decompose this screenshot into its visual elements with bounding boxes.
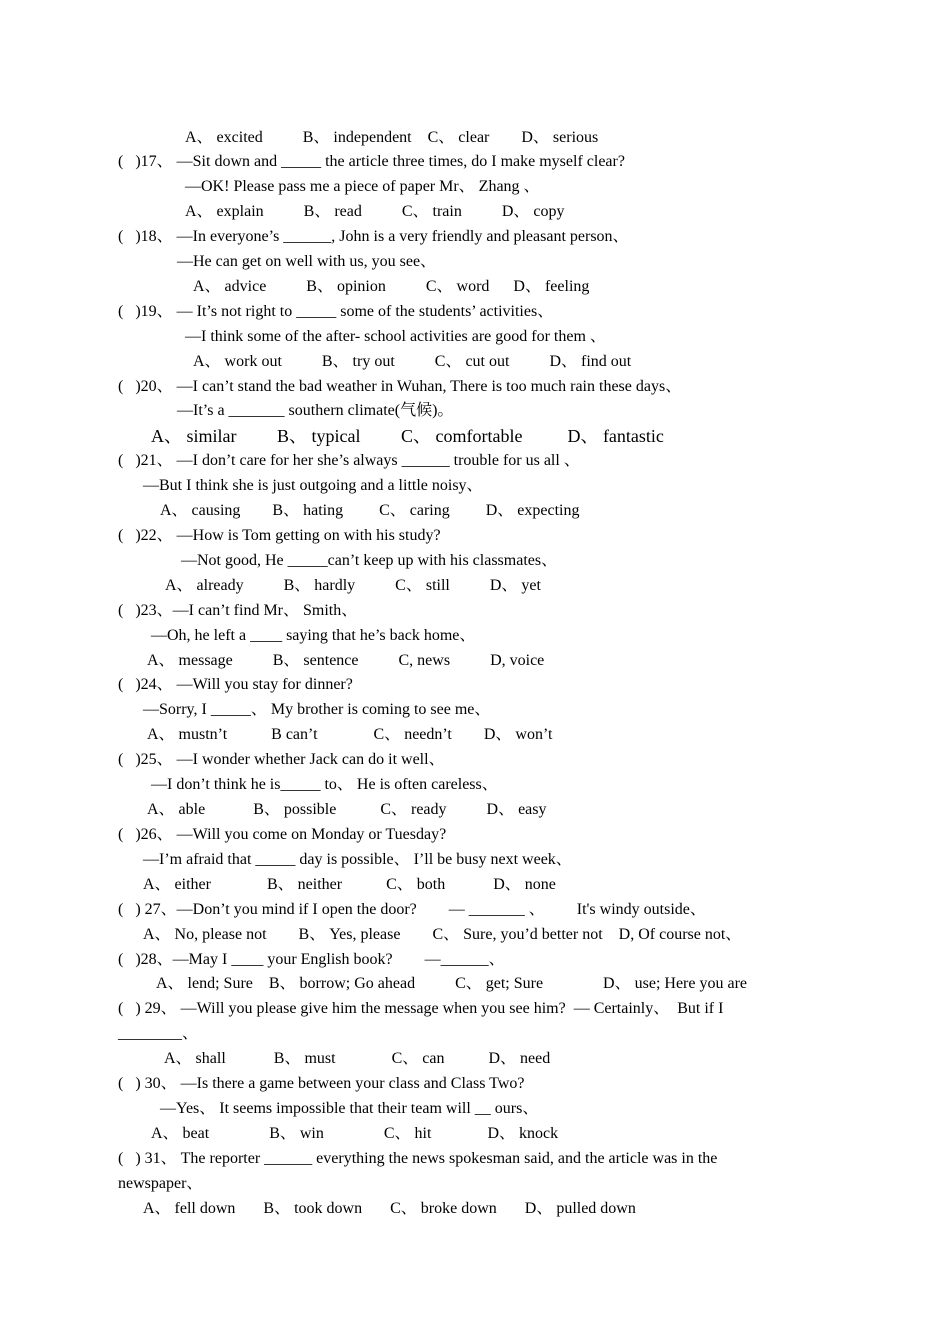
ln-20: —Oh, he left a ____ saying that he’s back home、 xyxy=(151,627,476,644)
ln-21: A、 message B、 sentence C, news D, voice xyxy=(147,652,545,669)
ln-28: ( )26、 —Will you come on Monday or Tuesday? xyxy=(118,826,447,843)
ln-24: A、 mustn’t B can’t C、 needn’t D、 won’t xyxy=(147,726,553,743)
ln-19: ( )23、—I can’t find Mr、 Smith、 xyxy=(118,602,358,619)
ln-30: A、 either B、 neither C、 both D、 none xyxy=(143,876,556,893)
ln-4: ( )18、 —In everyone’s ______, John is a very friendly and pleasant person、 xyxy=(118,228,629,245)
ln-40: A、 beat B、 win C、 hit D、 knock xyxy=(151,1125,559,1142)
ln-39: —Yes、 It seems impossible that their team will __ ours、 xyxy=(160,1100,539,1117)
ln-18: A、 already B、 hardly C、 still D、 yet xyxy=(165,577,541,594)
ln-35: ( ) 29、 —Will you please give him the message when you see him? — Certainly、 But if I xyxy=(118,1000,724,1017)
ln-0: A、 excited B、 independent C、 clear D、 serious xyxy=(185,129,599,146)
ln-36: ________、 xyxy=(118,1025,199,1042)
ln-11: —It’s a _______ southern climate(气候)。 xyxy=(177,402,454,419)
ln-13: ( )21、 —I don’t care for her she’s always ______ trouble for us all 、 xyxy=(118,452,580,469)
ln-31: ( ) 27、—Don’t you mind if I open the door? — _______ 、 It's windy outside、 xyxy=(118,901,706,918)
ln-2: —OK! Please pass me a piece of paper Mr、 Zhang 、 xyxy=(185,178,540,195)
ln-6: A、 advice B、 opinion C、 word D、 feeling xyxy=(193,278,590,295)
ln-7: ( )19、 — It’s not right to _____ some of the students’ activities、 xyxy=(118,303,554,320)
ln-29: —I’m afraid that _____ day is possible、 I’ll be busy next week、 xyxy=(143,851,572,868)
ln-12: A、 similar B、 typical C、 comfortable D、 fantastic xyxy=(151,426,664,446)
ln-10: ( )20、 —I can’t stand the bad weather in Wuhan, There is too much rain these days、 xyxy=(118,378,682,395)
ln-8: —I think some of the after- school activities are good for them 、 xyxy=(185,328,606,345)
ln-5: —He can get on well with us, you see、 xyxy=(177,253,437,270)
ln-32: A、 No, please not B、 Yes, please C、 Sure, you’d better not D, Of course not、 xyxy=(143,926,742,943)
ln-41: ( ) 31、 The reporter ______ everything the news spokesman said, and the article was in the xyxy=(118,1150,718,1167)
ln-27: A、 able B、 possible C、 ready D、 easy xyxy=(147,801,547,818)
ln-34: A、 lend; Sure B、 borrow; Go ahead C、 get; Sure D、 use; Here you are xyxy=(156,975,748,992)
ln-23: —Sorry, I _____、 My brother is coming to see me、 xyxy=(143,701,491,718)
ln-33: ( )28、—May I ____ your English book? —______、 xyxy=(118,951,505,968)
ln-42: newspaper、 xyxy=(118,1175,203,1192)
ln-1: ( )17、 —Sit down and _____ the article three times, do I make myself clear? xyxy=(118,153,625,170)
ln-38: ( ) 30、 —Is there a game between your class and Class Two? xyxy=(118,1075,525,1092)
ln-37: A、 shall B、 must C、 can D、 need xyxy=(164,1050,551,1067)
ln-26: —I don’t think he is_____ to、 He is often careless、 xyxy=(151,776,498,793)
ln-14: —But I think she is just outgoing and a little noisy、 xyxy=(143,477,483,494)
ln-17: —Not good, He _____can’t keep up with his classmates、 xyxy=(181,552,558,569)
ln-9: A、 work out B、 try out C、 cut out D、 find out xyxy=(193,353,632,370)
ln-22: ( )24、 —Will you stay for dinner? xyxy=(118,676,353,693)
ln-43: A、 fell down B、 took down C、 broke down D、 pulled down xyxy=(143,1200,636,1217)
ln-16: ( )22、 —How is Tom getting on with his study? xyxy=(118,527,441,544)
ln-3: A、 explain B、 read C、 train D、 copy xyxy=(185,203,565,220)
ln-15: A、 causing B、 hating C、 caring D、 expecting xyxy=(160,502,580,519)
ln-25: ( )25、 —I wonder whether Jack can do it well、 xyxy=(118,751,445,768)
